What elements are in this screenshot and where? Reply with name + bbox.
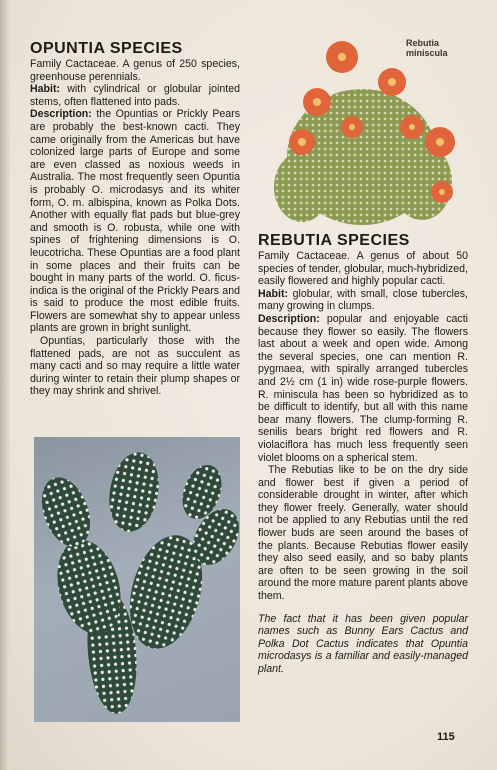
opuntia-illustration	[34, 437, 240, 722]
rebutia-para2: The Rebutias like to be on the dry side and flower best if given a period of considerable drought in winter, after which they flower freely. Generally, water should not be applied to any Rebutias until the red flower buds are seen around the bases of the plants. Because Rebutias flower easily they also seed easily, and so baby plants are often to be seen growing in the soil around the more mature parent plants above them.	[258, 464, 468, 603]
rebutia-habit	[258, 288, 468, 313]
opuntia-habit-text: with cylindrical or globular jointed stems, often flattened into pads.	[30, 83, 240, 108]
rebutia-habit-text: globular, with small, close tubercles, many growing in clumps.	[258, 287, 468, 313]
opuntia-description-text: the Opuntias or Prickly Pears are probably the best-known cacti. They came originally from the Americas but have colonized large parts of Europe and some are even classed as noxious weeds in Australia. The most frequently seen Opuntia is probably O. microdasys and its whiter form, O. m. albispina, known as Polka Dots. Another with equally flat pads but blue-grey and smooth is O. robusta, while one with spines of frightening dimensions is O. leucotricha. These Opuntias are a food plant in some places and their fruits can be bought in many parts of the world. O. ficus-indica is the original of the Prickly Pears and is said to produce the most edible fruits. Flowers are somewhat shy to appear unless plants are grown in bright sunlight.	[30, 108, 240, 335]
rebutia-title: REBUTIA SPECIES	[258, 232, 410, 249]
rebutia-photo	[262, 32, 467, 232]
page-number: 115	[437, 731, 455, 743]
opuntia-description-label: Description:	[30, 108, 92, 121]
opuntia-title: OPUNTIA SPECIES	[30, 40, 183, 57]
rebutia-family: Family Cactaceae. A genus of about 50 species of tender, globular, much-hybridized, easily flowered and highly popular cacti.	[258, 250, 468, 288]
opuntia-photo	[34, 437, 240, 722]
photo-caption: The fact that it has been given popular names such as Bunny Ears Cactus and Polka Dot Cactus indicates that Opuntia microdasys is a familiar and easily-managed plant.	[258, 612, 468, 675]
rebutia-description-text: popular and enjoyable cacti because they flower so easily. The flowers last about a week and open wide. Among the several species, one can mention R. pygmaea, with spirally arranged tubercles and 2½ cm (1 in) wide rose-purple flowers. R. miniscula has been so hybridized as to be difficult to identify, but all with this name bear many flowers. The clump-forming R. senilis bears bright red flowers and R. violaciflora has much less frequently seen violet blooms on a spherical stem.	[258, 312, 468, 464]
rebutia-habit-label: Habit:	[258, 287, 289, 300]
rebutia-section	[258, 232, 468, 676]
opuntia-family: Family Cactaceae. A genus of 250 species, greenhouse perennials.	[30, 58, 240, 83]
opuntia-description	[30, 108, 240, 335]
opuntia-habit	[30, 83, 240, 108]
rebutia-description	[258, 313, 468, 464]
opuntia-habit-label: Habit:	[30, 83, 61, 96]
rebutia-image-label: Rebutia miniscula	[406, 38, 448, 58]
page-binding-edge	[0, 0, 10, 770]
rebutia-description-label: Description:	[258, 312, 320, 325]
opuntia-section	[30, 40, 240, 398]
opuntia-para2: Opuntias, particularly those with the flattened pads, are not as succulent as many cacti and so may require a little water during winter to retain their plump shapes or they may shrink and shrivel.	[30, 335, 240, 398]
rebutia-illustration	[262, 32, 467, 232]
